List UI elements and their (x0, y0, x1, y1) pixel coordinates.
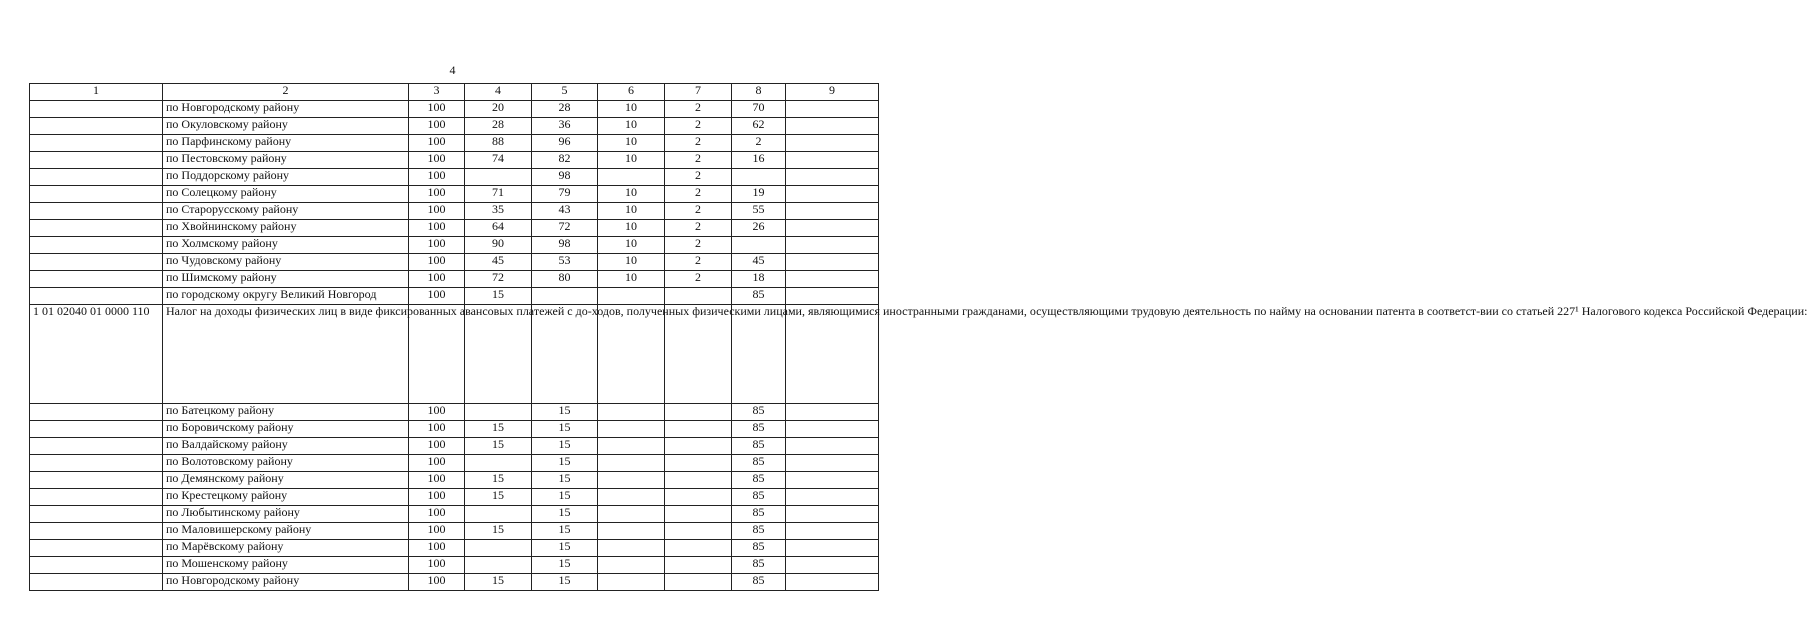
value-cell-c5 (532, 288, 598, 305)
code-cell (30, 421, 163, 438)
value-cell-c6 (598, 169, 665, 186)
table-row (30, 506, 879, 523)
value-cell-c9 (786, 489, 879, 506)
value-cell-c6: 10 (598, 186, 665, 203)
value-cell-c7: 2 (665, 101, 732, 118)
column-header: 6 (598, 84, 665, 101)
value-cell-c3: 100 (409, 237, 465, 254)
value-cell-c7 (665, 523, 732, 540)
value-cell-c4: 64 (465, 220, 532, 237)
table-row (30, 186, 879, 203)
table-row (30, 118, 879, 135)
table-row (30, 421, 879, 438)
value-cell-c5: 15 (532, 574, 598, 591)
value-cell-c7: 2 (665, 186, 732, 203)
code-cell (30, 152, 163, 169)
value-cell-c9 (786, 421, 879, 438)
value-cell-c4 (465, 305, 532, 404)
value-cell-c4: 15 (465, 523, 532, 540)
value-cell-c7 (665, 455, 732, 472)
value-cell-c3: 100 (409, 186, 465, 203)
district-name-cell: по Поддорскому району (163, 169, 409, 186)
column-header: 8 (732, 84, 786, 101)
value-cell-c7: 2 (665, 220, 732, 237)
value-cell-c4: 28 (465, 118, 532, 135)
value-cell-c6 (598, 557, 665, 574)
district-name-cell: по Демянскому району (163, 472, 409, 489)
value-cell-c9 (786, 438, 879, 455)
value-cell-c3: 100 (409, 152, 465, 169)
value-cell-c3: 100 (409, 489, 465, 506)
column-header: 1 (30, 84, 163, 101)
value-cell-c5: 15 (532, 421, 598, 438)
value-cell-c9 (786, 506, 879, 523)
value-cell-c3: 100 (409, 254, 465, 271)
code-cell (30, 203, 163, 220)
value-cell-c6 (598, 438, 665, 455)
code-cell (30, 506, 163, 523)
value-cell-c5: 43 (532, 203, 598, 220)
value-cell-c3: 100 (409, 557, 465, 574)
value-cell-c9 (786, 288, 879, 305)
value-cell-c5: 15 (532, 557, 598, 574)
district-name-cell: по Боровичскому району (163, 421, 409, 438)
value-cell-c8 (732, 305, 786, 404)
value-cell-c3: 100 (409, 523, 465, 540)
code-cell (30, 489, 163, 506)
value-cell-c8: 45 (732, 254, 786, 271)
value-cell-c9 (786, 237, 879, 254)
value-cell-c5: 15 (532, 540, 598, 557)
table-row (30, 152, 879, 169)
value-cell-c6: 10 (598, 254, 665, 271)
value-cell-c8: 16 (732, 152, 786, 169)
value-cell-c3: 100 (409, 135, 465, 152)
value-cell-c4: 35 (465, 203, 532, 220)
value-cell-c9 (786, 404, 879, 421)
value-cell-c9 (786, 152, 879, 169)
value-cell-c6: 10 (598, 271, 665, 288)
value-cell-c9 (786, 220, 879, 237)
table-row (30, 404, 879, 421)
district-name-cell: по Новгородскому району (163, 574, 409, 591)
code-cell (30, 271, 163, 288)
value-cell-c4: 71 (465, 186, 532, 203)
value-cell-c5: 72 (532, 220, 598, 237)
value-cell-c3 (409, 305, 465, 404)
table-row (30, 489, 879, 506)
code-cell (30, 169, 163, 186)
value-cell-c6: 10 (598, 118, 665, 135)
district-name-cell: по Хвойнинскому району (163, 220, 409, 237)
table-row (30, 271, 879, 288)
value-cell-c6: 10 (598, 152, 665, 169)
table-row (30, 557, 879, 574)
table-row (30, 135, 879, 152)
value-cell-c3: 100 (409, 472, 465, 489)
district-name-cell: по Чудовскому району (163, 254, 409, 271)
value-cell-c4 (465, 404, 532, 421)
tax-item-description: Налог на доходы физических лиц в виде фиксированных авансовых платежей с до-ходов, полученных физическими лицами, являющимися иностранными гражданами, осуществляющими трудовую деятельность по найму на основании патента в соответст-вии со статьей 227¹ Налогового кодекса Российской Федерации: (163, 305, 409, 404)
table-row (30, 438, 879, 455)
value-cell-c4: 72 (465, 271, 532, 288)
table-row (30, 101, 879, 118)
value-cell-c6 (598, 305, 665, 404)
value-cell-c3: 100 (409, 574, 465, 591)
code-cell (30, 404, 163, 421)
district-name-cell: по Маловишерскому району (163, 523, 409, 540)
value-cell-c6 (598, 574, 665, 591)
value-cell-c3: 100 (409, 220, 465, 237)
table-row (30, 288, 879, 305)
value-cell-c4: 15 (465, 421, 532, 438)
value-cell-c7 (665, 288, 732, 305)
value-cell-c3: 100 (409, 271, 465, 288)
value-cell-c6 (598, 523, 665, 540)
value-cell-c3: 100 (409, 421, 465, 438)
value-cell-c8 (732, 169, 786, 186)
value-cell-c7 (665, 489, 732, 506)
value-cell-c4: 90 (465, 237, 532, 254)
value-cell-c5: 15 (532, 489, 598, 506)
value-cell-c8: 85 (732, 489, 786, 506)
value-cell-c8: 85 (732, 404, 786, 421)
code-cell (30, 254, 163, 271)
code-cell (30, 540, 163, 557)
value-cell-c9 (786, 186, 879, 203)
value-cell-c7 (665, 506, 732, 523)
code-cell (30, 438, 163, 455)
value-cell-c7: 2 (665, 135, 732, 152)
value-cell-c3: 100 (409, 404, 465, 421)
value-cell-c5: 15 (532, 404, 598, 421)
value-cell-c6 (598, 472, 665, 489)
value-cell-c5: 98 (532, 169, 598, 186)
table-row (30, 203, 879, 220)
column-header: 3 (409, 84, 465, 101)
value-cell-c7 (665, 438, 732, 455)
value-cell-c5: 15 (532, 472, 598, 489)
district-name-cell: по Крестецкому району (163, 489, 409, 506)
value-cell-c5: 15 (532, 506, 598, 523)
column-header: 9 (786, 84, 879, 101)
value-cell-c5: 80 (532, 271, 598, 288)
value-cell-c6 (598, 288, 665, 305)
value-cell-c4 (465, 169, 532, 186)
value-cell-c4: 45 (465, 254, 532, 271)
code-cell (30, 220, 163, 237)
value-cell-c9 (786, 135, 879, 152)
value-cell-c6: 10 (598, 220, 665, 237)
value-cell-c6 (598, 404, 665, 421)
value-cell-c3: 100 (409, 101, 465, 118)
value-cell-c4: 15 (465, 288, 532, 305)
value-cell-c7 (665, 557, 732, 574)
value-cell-c3: 100 (409, 118, 465, 135)
budget-classification-code: 1 01 02040 01 0000 110 (30, 305, 163, 404)
value-cell-c3: 100 (409, 288, 465, 305)
value-cell-c9 (786, 118, 879, 135)
code-cell (30, 118, 163, 135)
district-name-cell: по Марёвскому району (163, 540, 409, 557)
value-cell-c9 (786, 540, 879, 557)
value-cell-c4 (465, 557, 532, 574)
value-cell-c9 (786, 101, 879, 118)
code-cell (30, 135, 163, 152)
code-cell (30, 186, 163, 203)
value-cell-c5: 53 (532, 254, 598, 271)
value-cell-c4: 15 (465, 438, 532, 455)
value-cell-c5: 15 (532, 438, 598, 455)
value-cell-c8: 62 (732, 118, 786, 135)
value-cell-c9 (786, 455, 879, 472)
value-cell-c8: 85 (732, 574, 786, 591)
value-cell-c3: 100 (409, 455, 465, 472)
value-cell-c5: 15 (532, 455, 598, 472)
value-cell-c9 (786, 203, 879, 220)
district-name-cell: по Мошенскому району (163, 557, 409, 574)
value-cell-c7: 2 (665, 152, 732, 169)
value-cell-c5 (532, 305, 598, 404)
value-cell-c4: 88 (465, 135, 532, 152)
table-row (30, 574, 879, 591)
value-cell-c3: 100 (409, 169, 465, 186)
value-cell-c5: 28 (532, 101, 598, 118)
value-cell-c7 (665, 472, 732, 489)
value-cell-c8: 85 (732, 421, 786, 438)
value-cell-c9 (786, 523, 879, 540)
district-name-cell: по Парфинскому району (163, 135, 409, 152)
value-cell-c3: 100 (409, 540, 465, 557)
district-name-cell: по Холмскому району (163, 237, 409, 254)
column-header: 4 (465, 84, 532, 101)
value-cell-c7 (665, 540, 732, 557)
value-cell-c6 (598, 540, 665, 557)
table-body (30, 83, 1807, 591)
value-cell-c4: 15 (465, 489, 532, 506)
value-cell-c9 (786, 574, 879, 591)
district-name-cell: по Пестовскому району (163, 152, 409, 169)
district-name-cell: по Батецкому району (163, 404, 409, 421)
value-cell-c6: 10 (598, 101, 665, 118)
value-cell-c7 (665, 305, 732, 404)
value-cell-c6: 10 (598, 135, 665, 152)
header-row (30, 84, 879, 101)
district-name-cell: по Валдайскому району (163, 438, 409, 455)
value-cell-c8: 85 (732, 455, 786, 472)
code-cell (30, 574, 163, 591)
district-name-cell: по Новгородскому району (163, 101, 409, 118)
district-name-cell: по Старорусскому району (163, 203, 409, 220)
code-cell (30, 288, 163, 305)
value-cell-c6 (598, 421, 665, 438)
value-cell-c7: 2 (665, 118, 732, 135)
district-name-cell: по Шимскому району (163, 271, 409, 288)
value-cell-c8: 55 (732, 203, 786, 220)
value-cell-c8: 85 (732, 557, 786, 574)
value-cell-c4 (465, 540, 532, 557)
value-cell-c9 (786, 305, 879, 404)
value-cell-c9 (786, 169, 879, 186)
value-cell-c9 (786, 271, 879, 288)
tax-item-row (30, 305, 879, 404)
code-cell (30, 237, 163, 254)
value-cell-c4: 15 (465, 574, 532, 591)
value-cell-c7: 2 (665, 169, 732, 186)
value-cell-c7 (665, 574, 732, 591)
value-cell-c4: 20 (465, 101, 532, 118)
value-cell-c5: 79 (532, 186, 598, 203)
value-cell-c4: 74 (465, 152, 532, 169)
value-cell-c6: 10 (598, 237, 665, 254)
value-cell-c3: 100 (409, 438, 465, 455)
value-cell-c4 (465, 506, 532, 523)
value-cell-c8: 85 (732, 540, 786, 557)
code-cell (30, 101, 163, 118)
value-cell-c8: 85 (732, 523, 786, 540)
table-row (30, 540, 879, 557)
table-row (30, 220, 879, 237)
value-cell-c8: 70 (732, 101, 786, 118)
value-cell-c4: 15 (465, 472, 532, 489)
value-cell-c7: 2 (665, 203, 732, 220)
table-row (30, 254, 879, 271)
value-cell-c7 (665, 404, 732, 421)
district-name-cell: по городскому округу Великий Новгород (163, 288, 409, 305)
table-row (30, 472, 879, 489)
value-cell-c9 (786, 557, 879, 574)
value-cell-c8: 85 (732, 472, 786, 489)
column-header: 5 (532, 84, 598, 101)
value-cell-c6 (598, 506, 665, 523)
column-header: 2 (163, 84, 409, 101)
value-cell-c5: 96 (532, 135, 598, 152)
value-cell-c8: 26 (732, 220, 786, 237)
value-cell-c9 (786, 254, 879, 271)
value-cell-c8: 85 (732, 506, 786, 523)
value-cell-c6: 10 (598, 203, 665, 220)
value-cell-c7: 2 (665, 271, 732, 288)
value-cell-c8: 85 (732, 438, 786, 455)
code-cell (30, 557, 163, 574)
district-name-cell: по Любытинскому району (163, 506, 409, 523)
district-name-cell: по Окуловскому району (163, 118, 409, 135)
table-row (30, 455, 879, 472)
value-cell-c6 (598, 489, 665, 506)
value-cell-c3: 100 (409, 203, 465, 220)
value-cell-c7: 2 (665, 254, 732, 271)
value-cell-c3: 100 (409, 506, 465, 523)
district-name-cell: по Волотовскому району (163, 455, 409, 472)
value-cell-c8: 18 (732, 271, 786, 288)
page-number: 4 (449, 63, 456, 77)
value-cell-c5: 82 (532, 152, 598, 169)
value-cell-c9 (786, 472, 879, 489)
column-header: 7 (665, 84, 732, 101)
value-cell-c5: 15 (532, 523, 598, 540)
table-row (30, 169, 879, 186)
value-cell-c8 (732, 237, 786, 254)
value-cell-c8: 2 (732, 135, 786, 152)
tax-distribution-table (29, 83, 1807, 591)
value-cell-c7 (665, 421, 732, 438)
value-cell-c7: 2 (665, 237, 732, 254)
table-row (30, 523, 879, 540)
value-cell-c8: 19 (732, 186, 786, 203)
district-name-cell: по Солецкому району (163, 186, 409, 203)
value-cell-c8: 85 (732, 288, 786, 305)
code-cell (30, 523, 163, 540)
code-cell (30, 472, 163, 489)
value-cell-c4 (465, 455, 532, 472)
value-cell-c5: 36 (532, 118, 598, 135)
value-cell-c5: 98 (532, 237, 598, 254)
table-row (30, 237, 879, 254)
code-cell (30, 455, 163, 472)
value-cell-c6 (598, 455, 665, 472)
